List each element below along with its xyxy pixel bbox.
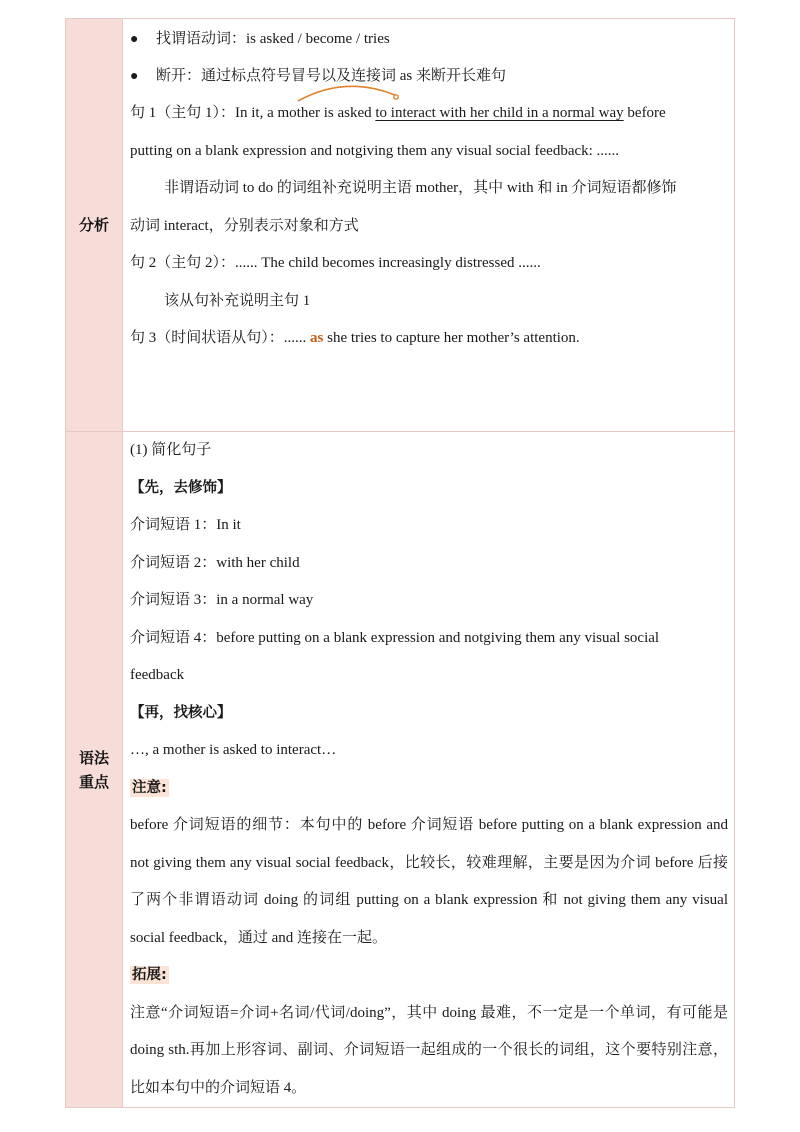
extend-heading	[130, 957, 728, 995]
phrase-item: 介词短语 1：In it	[130, 517, 241, 533]
sentence-1-suffix: before	[623, 105, 666, 121]
core-sentence: …, a mother is asked to interact…	[130, 742, 337, 758]
bullet-text: 断开：通过标点符号冒号以及连接词 as 来断开长难句	[156, 68, 506, 84]
grammar-label	[66, 432, 123, 1108]
arc-mark-icon	[295, 81, 399, 103]
step-2-heading: 【再，找核心】	[130, 704, 232, 721]
phrase-4-line-1: 介词短语 4：before putting on a blank expression and notgiving them any visual social	[130, 629, 660, 646]
step-1-heading: 【先，去修饰】	[130, 479, 232, 496]
phrase-item: 介词短语 2：with her child	[130, 554, 300, 571]
analysis-label: 分析	[66, 19, 123, 432]
note-2: 该从句补充说明主句 1	[164, 292, 311, 309]
arc-annotation	[297, 95, 403, 133]
analysis-table	[65, 18, 735, 1108]
grammar-title: (1) 简化句子	[130, 442, 212, 458]
grammar-content	[123, 432, 735, 1108]
sentence-1-continued: putting on a blank expression and notgiving them any visual social feedback: ......	[130, 142, 620, 159]
bullet-item	[130, 58, 728, 95]
bullet-icon: ●	[130, 69, 139, 84]
bullet-icon: ●	[130, 32, 139, 47]
extend-paragraph: 注意“介词短语=介词+名词/代词/doing”，其中 doing 最难，不一定是一个单词，有可能是 doing sth.再加上形容词、副词、介词短语一起组成的一个很长的词组，这个要特别注意，比如本句中的介词短语 4。	[130, 1004, 728, 1096]
grammar-label-line-2: 重点	[78, 772, 109, 791]
note-1-line-2: 动词 interact，分别表示对象和方式	[130, 217, 359, 234]
analysis-row	[66, 19, 735, 432]
notice-label: 注意:	[132, 779, 167, 796]
underlined-phrase: teract with her child in a normal way	[402, 105, 624, 121]
arc-text: ther is asked	[296, 105, 376, 121]
phrase-4-line-2: feedback	[130, 667, 185, 683]
analysis-content	[123, 19, 735, 432]
sentence-3	[130, 320, 728, 358]
note-1-line-1: 非谓语动词 to do 的词组补充说明主语 mother，其中 with 和 in 介词短语都修饰	[164, 180, 677, 196]
extend-label: 拓展:	[132, 967, 167, 983]
keyword-as: as	[310, 330, 324, 346]
bullet-item	[130, 21, 728, 58]
notice-paragraph: before 介词短语的细节：本句中的 before 介词短语 before putting on a blank expression and not giving them any visual social feedback，比较长，较难理解，主要是因为介词 before 后接了两个非谓语动词 doing 的词组 putting on a blank expression 和 not giving them any visual social feedback，通过 and 连接在一起。	[130, 817, 728, 946]
notice-heading	[130, 770, 728, 808]
phrase-item: 介词短语 3：in a normal way	[130, 592, 314, 608]
sentence-1	[130, 95, 728, 133]
underlined-phrase-start: to in	[375, 105, 403, 121]
bullet-text: 找谓语动词：is asked / become / tries	[156, 31, 390, 47]
grammar-label-line-1: 语法	[78, 748, 109, 767]
sentence-3-prefix: 句 3（时间状语从句）：......	[130, 330, 311, 346]
sentence-2: 句 2（主句 2）：...... The child becomes increasingly distressed ......	[130, 255, 541, 271]
sentence-3-suffix: she tries to capture her mother’s attention.	[323, 330, 580, 346]
grammar-row	[66, 432, 735, 1108]
sentence-1-prefix: 句 1（主句 1）：In it, a mo	[130, 105, 297, 121]
